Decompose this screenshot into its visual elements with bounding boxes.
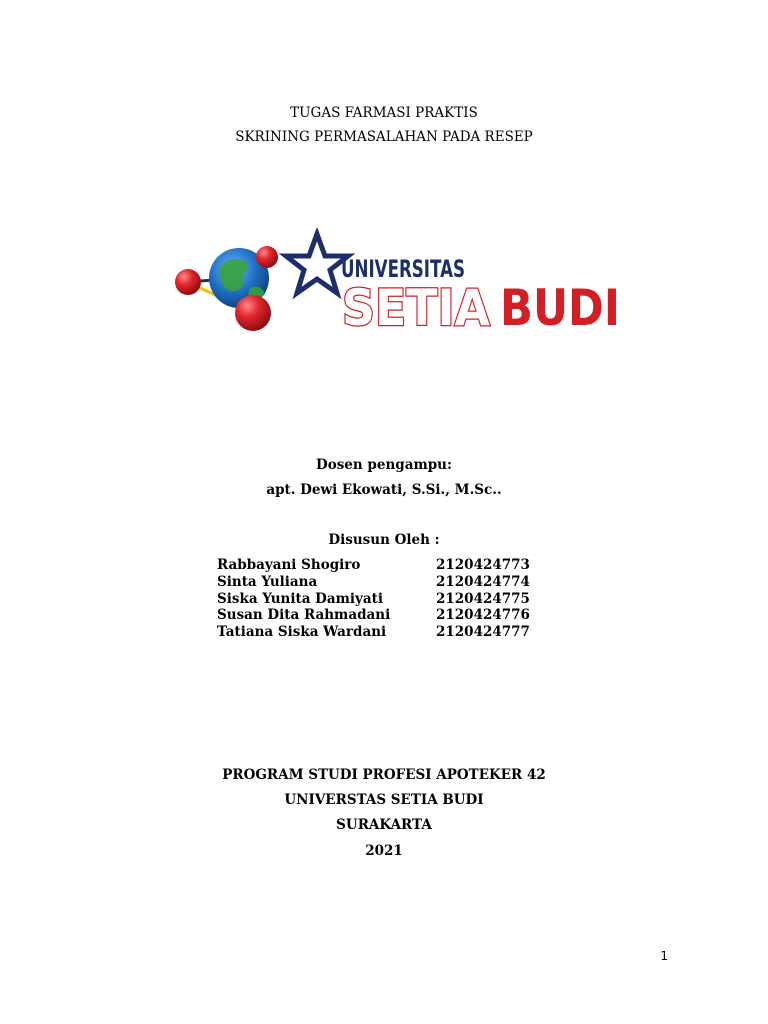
city-name: SURAKARTA xyxy=(336,817,432,833)
molecule-icon xyxy=(175,246,278,331)
member-name: Sinta Yuliana xyxy=(217,573,318,590)
lecturer-label: Dosen pengampu: xyxy=(316,457,452,473)
logo-word-setia: SETIA xyxy=(342,279,491,337)
year: 2021 xyxy=(365,843,403,859)
star-icon xyxy=(286,234,348,293)
university-name: UNIVERSTAS SETIA BUDI xyxy=(284,792,484,808)
member-nim: 2120424773 xyxy=(436,557,530,573)
member-name: Susan Dita Rahmadani xyxy=(217,607,391,624)
member-nim: 2120424777 xyxy=(436,624,530,641)
lecturer-name: apt. Dewi Ekowati, S.Si., M.Sc.. xyxy=(266,482,502,498)
member-name: Siska Yunita Damiyati xyxy=(217,590,384,607)
member-name: Rabbayani Shogiro xyxy=(217,557,361,573)
member-row xyxy=(217,574,537,591)
member-nim: 2120424774 xyxy=(436,573,530,590)
member-name: Tatiana Siska Wardani xyxy=(217,624,387,641)
program-name: PROGRAM STUDI PROFESI APOTEKER 42 xyxy=(222,767,546,783)
logo-word-universitas: UNIVERSITAS xyxy=(341,255,465,283)
logo-word-budi: BUDI xyxy=(500,279,620,337)
member-nim: 2120424776 xyxy=(436,607,530,624)
page-number: 1 xyxy=(660,949,668,963)
member-row xyxy=(217,557,537,574)
title-line-1: TUGAS FARMASI PRAKTIS xyxy=(290,105,478,121)
member-nim: 2120424775 xyxy=(436,590,530,607)
member-row xyxy=(217,624,537,641)
member-row xyxy=(217,591,537,608)
members-list xyxy=(217,557,537,641)
university-logo xyxy=(170,228,625,340)
title-line-2: SKRINING PERMASALAHAN PADA RESEP xyxy=(235,129,533,145)
member-row xyxy=(217,607,537,624)
authors-label: Disusun Oleh : xyxy=(328,532,440,548)
